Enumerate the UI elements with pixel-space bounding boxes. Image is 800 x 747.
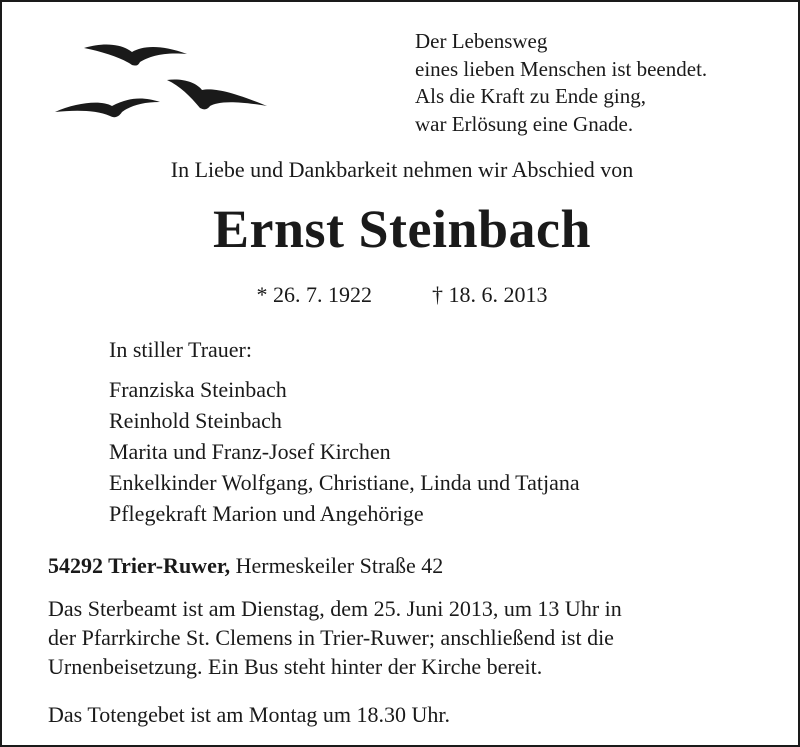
intro-text: In Liebe und Dankbarkeit nehmen wir Abschied von	[170, 157, 634, 182]
mourner-item: Franziska Steinbach	[109, 377, 287, 402]
address-street: Hermeskeiler Straße 42	[235, 553, 444, 578]
flying-birds-icon	[52, 38, 282, 128]
address-city: 54292 Trier-Ruwer,	[48, 553, 231, 578]
motto-line: Der Lebensweg	[415, 29, 548, 53]
mourner-item: Reinhold Steinbach	[109, 408, 282, 433]
birth-date: * 26. 7. 1922	[256, 282, 372, 307]
mourner-item: Enkelkinder Wolfgang, Christiane, Linda und Tatjana	[109, 470, 580, 495]
service-notice	[48, 594, 622, 681]
motto-line: Als die Kraft zu Ende ging,	[415, 84, 646, 108]
life-dates	[2, 282, 800, 308]
motto-verse	[415, 28, 707, 138]
mourners-list	[109, 374, 580, 529]
deceased-name: Ernst Steinbach	[212, 199, 592, 259]
motto-line: war Erlösung eine Gnade.	[415, 111, 634, 136]
mourning-heading: In stiller Trauer:	[109, 337, 252, 362]
service-line: Das Sterbeamt ist am Dienstag, dem 25. Juni 2013, um 13 Uhr in	[48, 596, 622, 621]
death-date: † 18. 6. 2013	[432, 282, 548, 307]
service-line: Urnenbeisetzung. Ein Bus steht hinter der Kirche bereit.	[48, 654, 543, 679]
mourner-item: Marita und Franz-Josef Kirchen	[109, 439, 391, 464]
prayer-notice: Das Totengebet ist am Montag um 18.30 Uhr.	[48, 702, 450, 727]
motto-line: eines lieben Menschen ist beendet.	[415, 56, 708, 81]
mourner-item: Pflegekraft Marion und Angehörige	[109, 501, 424, 526]
service-line: der Pfarrkirche St. Clemens in Trier-Ruwer; anschließend ist die	[48, 625, 614, 650]
address-line	[48, 553, 443, 579]
